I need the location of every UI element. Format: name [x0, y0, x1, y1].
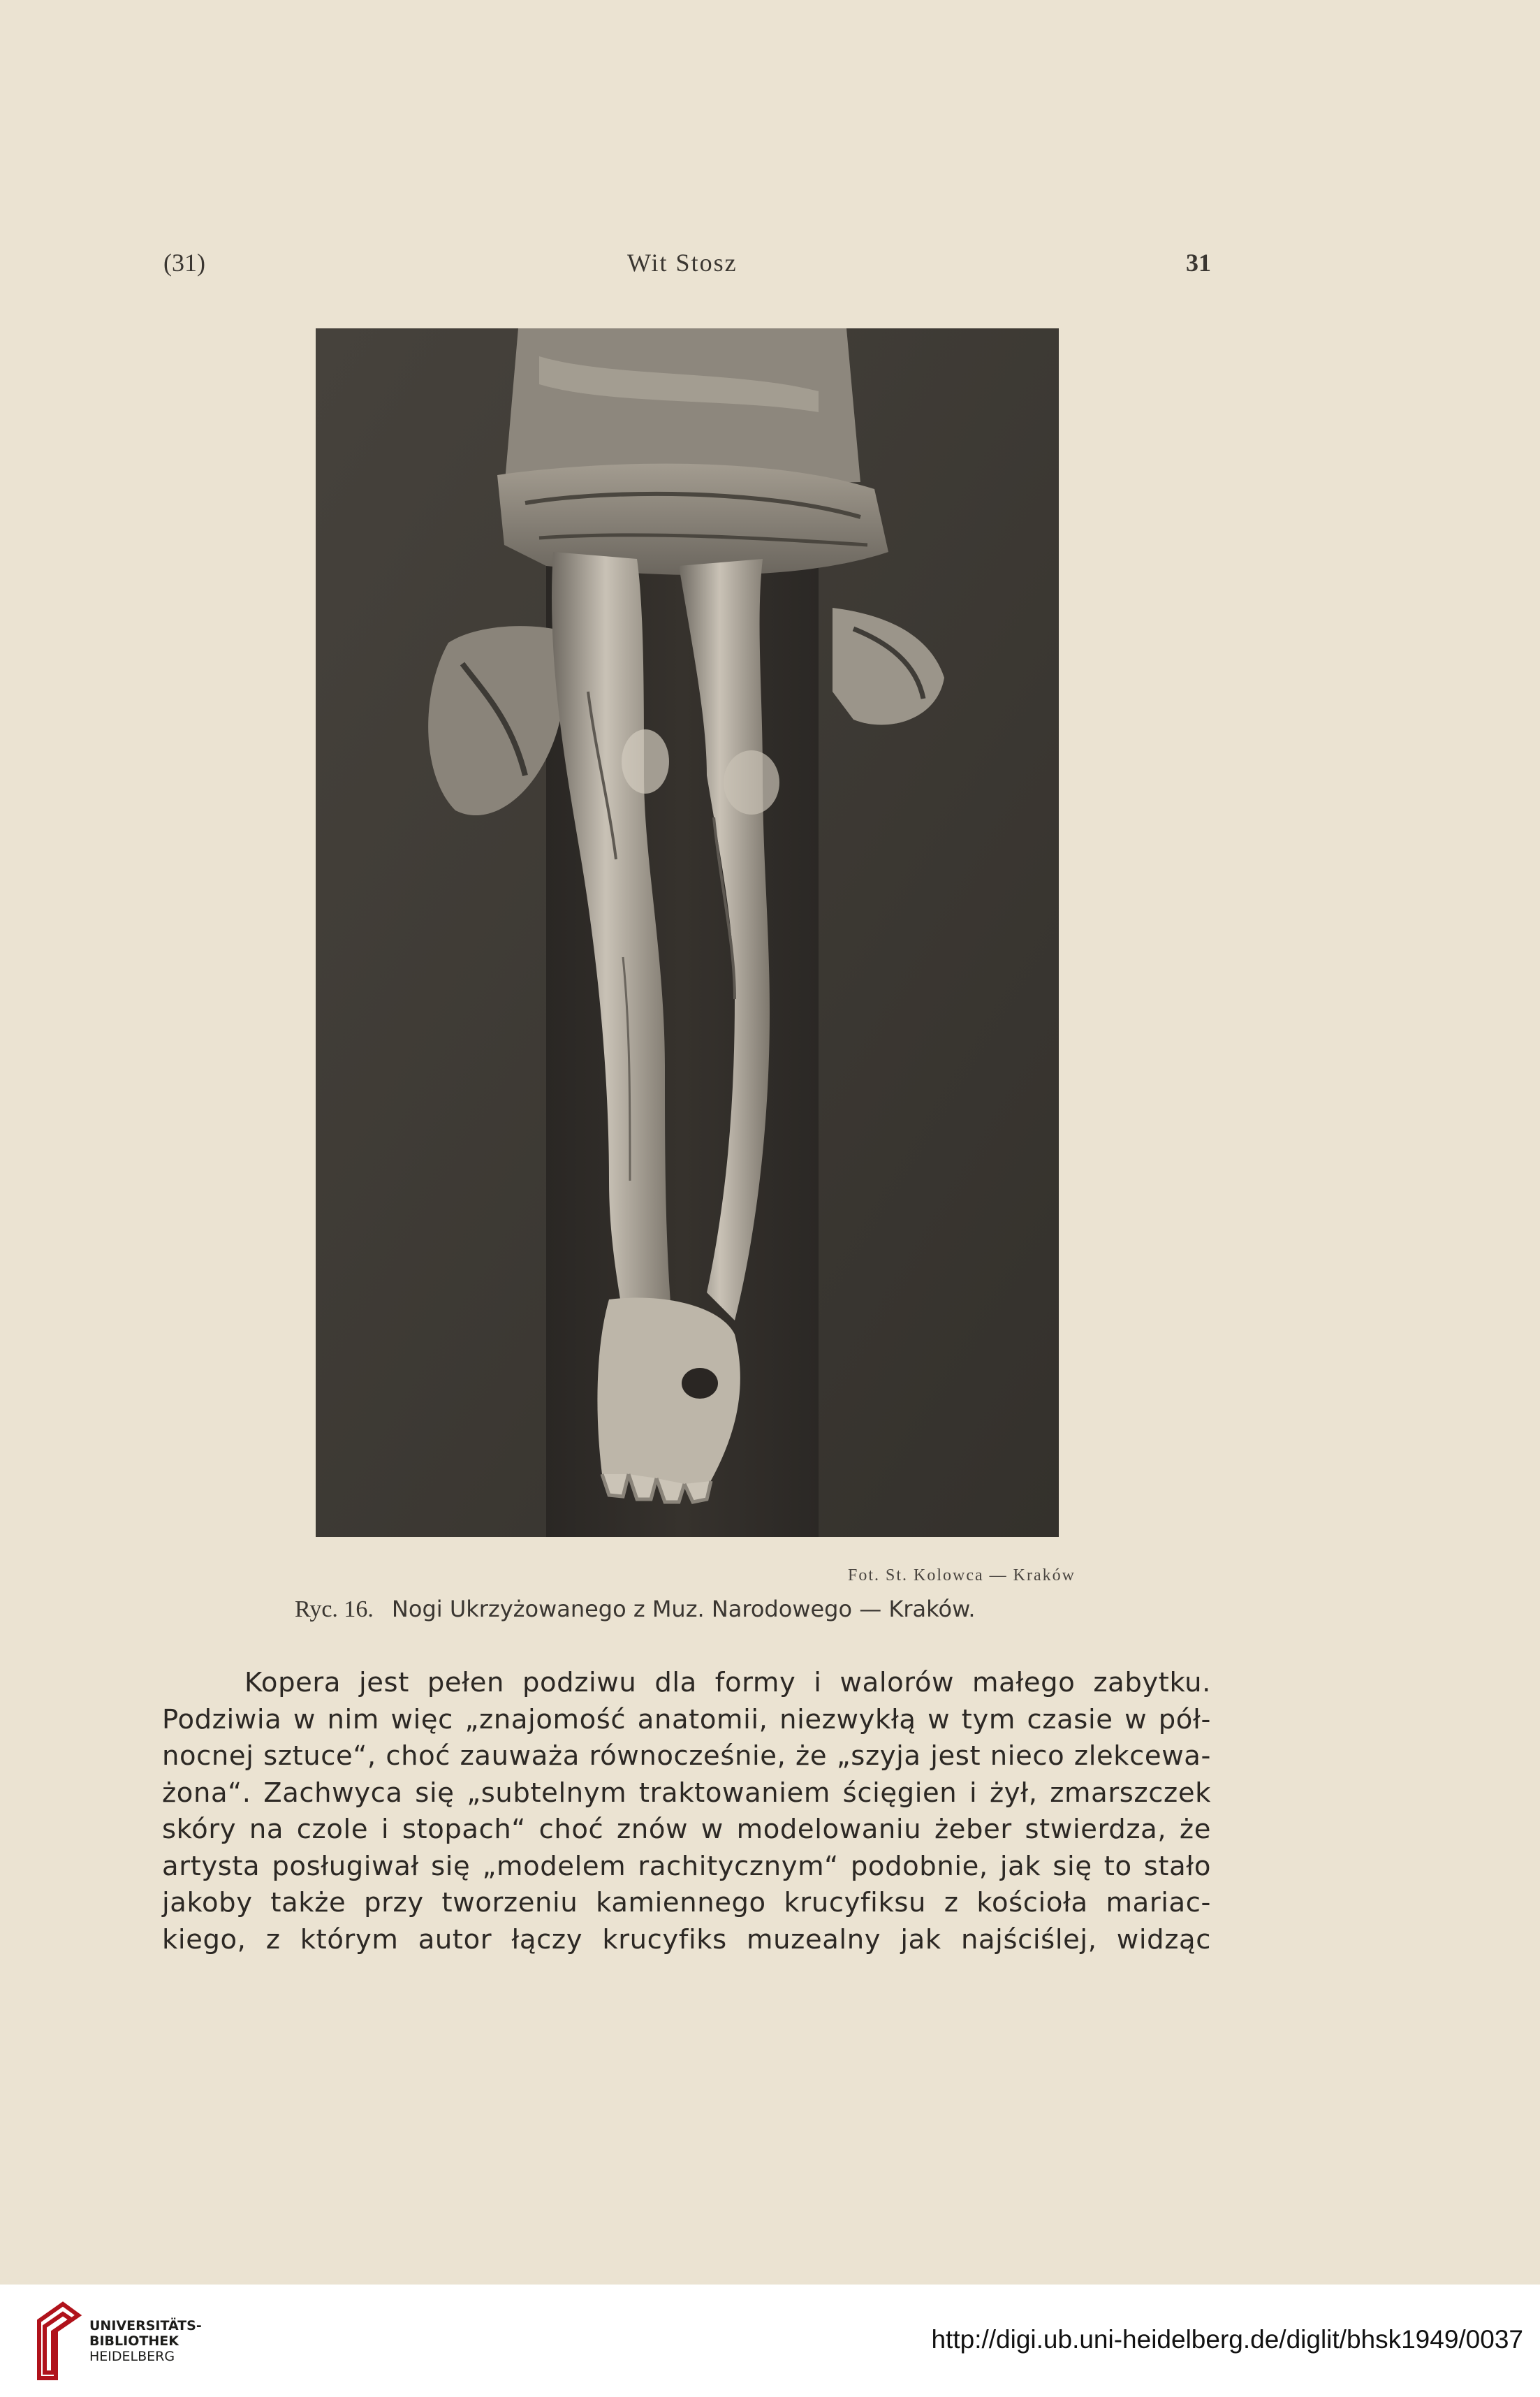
library-name-line1: UNIVERSITÄTS- [89, 2318, 202, 2333]
body-line: kiego, z którym autor łączy krucyfiks muzealny jak najściślej, widząc [162, 1923, 1211, 1955]
body-line: Kopera jest pełen podziwu dla formy i walorów małego zabytku. [244, 1667, 1211, 1698]
figure-caption [295, 1596, 1077, 1623]
digitization-footer [0, 2285, 1540, 2397]
page-number: 31 [1186, 249, 1211, 277]
library-name [89, 2318, 202, 2364]
figure-number: Ryc. 16. [295, 1596, 374, 1622]
permalink-url[interactable]: http://digi.ub.uni-heidelberg.de/diglit/bhsk1949/0037 [931, 2325, 1523, 2354]
body-line: jakoby także przy tworzeniu kamiennego krucyfiksu z kościoła mariac- [162, 1887, 1211, 1918]
body-paragraph [162, 1665, 1211, 1958]
body-line: Podziwia w nim więc „znajomość anatomii, niezwykłą w tym czasie w pół- [162, 1703, 1211, 1735]
running-head-section-number: (31) [163, 249, 205, 277]
crucifix-legs-illustration [316, 328, 1059, 1537]
body-line: nocnej sztuce“, choć zauważa równocześnie, że „szyja jest nieco zlekcewa- [162, 1740, 1211, 1772]
photo-credit: Fot. St. Kolowca — Kraków [848, 1566, 1076, 1584]
running-head [163, 248, 1211, 283]
body-line: żona“. Zachwyca się „subtelnym traktowaniem ścięgien i żył, zmarszczek [162, 1777, 1211, 1809]
body-line: artysta posługiwał się „modelem rachitycznym“ podobnie, jak się to stało [162, 1850, 1211, 1882]
figure-photograph-crucifix-legs [316, 328, 1059, 1537]
university-library-logo-icon [35, 2300, 82, 2384]
running-head-title: Wit Stosz [627, 249, 738, 277]
body-line: skóry na czole i stopach“ choć znów w modelowaniu żeber stwierdza, że [162, 1814, 1211, 1845]
figure-caption-text: Nogi Ukrzyżowanego z Muz. Narodowego — Kraków. [391, 1596, 976, 1622]
library-name-line2: BIBLIOTHEK [89, 2333, 179, 2349]
library-name-line3: HEIDELBERG [89, 2349, 175, 2364]
